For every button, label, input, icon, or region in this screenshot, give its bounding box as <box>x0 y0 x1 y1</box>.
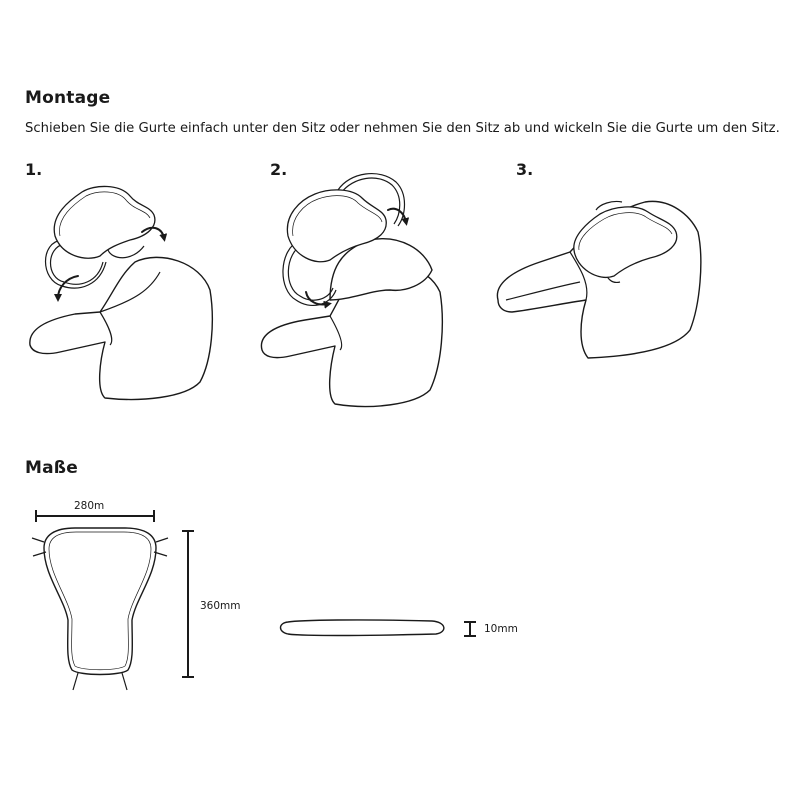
step-3-number: 3. <box>516 160 534 179</box>
thickness-dimension <box>464 622 476 636</box>
height-dimension <box>182 531 194 677</box>
step-1-number: 1. <box>25 160 43 179</box>
thickness-label: 10mm <box>484 623 518 635</box>
montage-instructions: Schieben Sie die Gurte einfach unter den Sitz oder nehmen Sie den Sitz ab und wickeln Sie die Gurte um den Sitz. <box>25 121 780 136</box>
step-1-pad <box>54 186 155 258</box>
pad-top-view <box>44 528 156 675</box>
width-label: 280m <box>74 500 105 512</box>
step-2-illustration <box>261 174 442 407</box>
pad-side-view <box>281 620 444 636</box>
step-2-number: 2. <box>270 160 288 179</box>
dimensions-drawing <box>32 510 476 690</box>
masse-heading: Maße <box>25 458 78 478</box>
step-1-illustration <box>30 186 212 399</box>
height-label: 360mm <box>200 600 241 612</box>
montage-heading: Montage <box>25 88 111 108</box>
step-3-illustration <box>497 201 700 358</box>
